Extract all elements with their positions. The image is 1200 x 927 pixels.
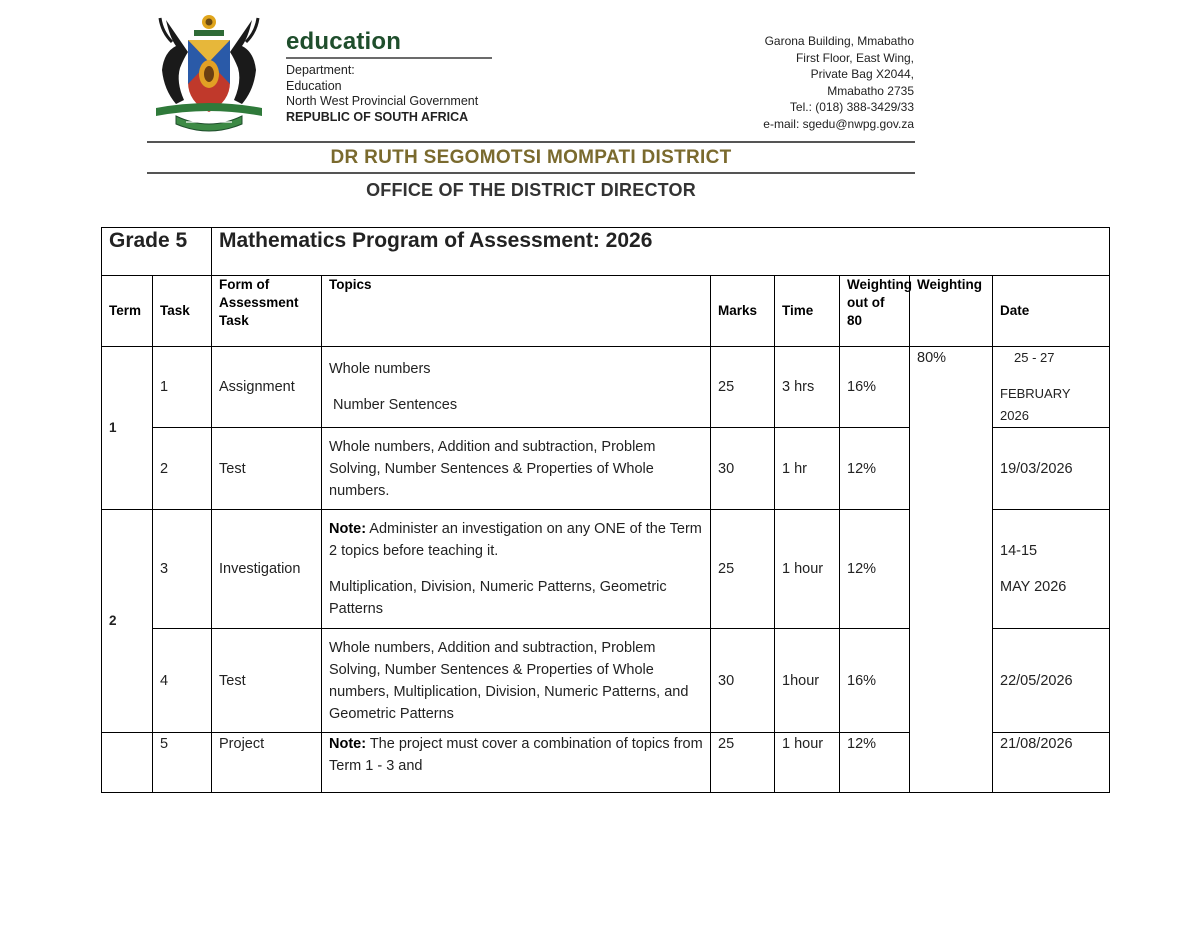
letterhead-rule-top	[147, 141, 915, 143]
header-time: Time	[775, 276, 840, 347]
department-line: North West Provincial Government	[286, 94, 479, 108]
note-label: Note:	[329, 521, 367, 537]
department-title: education	[286, 28, 402, 55]
task-time: 3 hrs	[775, 347, 840, 428]
header-weighting: Weighting	[910, 276, 993, 347]
task-number: 2	[153, 428, 212, 510]
note-label: Note:	[329, 736, 367, 752]
task-topics: Whole numbers, Addition and subtraction, Problem Solving, Number Sentences & Properties of Whole numbers.	[322, 428, 711, 510]
table-row	[102, 347, 1110, 428]
topic-line: Multiplication, Division, Numeric Patterns, Geometric Patterns	[329, 579, 667, 617]
task-form: Investigation	[212, 510, 322, 629]
task-weight: 16%	[840, 629, 910, 733]
header-term: Term	[102, 276, 153, 347]
task-date: 22/05/2026	[993, 629, 1110, 733]
task-form: Test	[212, 428, 322, 510]
office-name: OFFICE OF THE DISTRICT DIRECTOR	[366, 180, 696, 200]
department-divider	[286, 57, 492, 59]
address-line: First Floor, East Wing,	[795, 50, 914, 65]
header-task: Task	[153, 276, 212, 347]
task-weight: 12%	[840, 510, 910, 629]
header-weighting-80: Weighting out of 80	[840, 276, 910, 347]
task-marks: 25	[711, 733, 775, 793]
coat-of-arms-logo	[146, 12, 272, 134]
task-date	[993, 347, 1110, 428]
topic-note	[329, 518, 703, 562]
task-topics	[322, 510, 711, 629]
task-topics	[322, 733, 711, 793]
assessment-table	[101, 227, 1110, 793]
task-number: 4	[153, 629, 212, 733]
grade-label: Grade 5	[102, 228, 212, 276]
task-time: 1hour	[775, 629, 840, 733]
header-date: Date	[993, 276, 1110, 347]
topic-line: Number Sentences	[333, 397, 458, 413]
task-number: 1	[153, 347, 212, 428]
task-time: 1 hour	[775, 510, 840, 629]
department-line: Department:	[286, 63, 355, 77]
term-2-cell: 2	[102, 510, 153, 733]
date-line: MAY 2026	[1000, 579, 1067, 595]
header-form: Form of Assessment Task	[212, 276, 322, 347]
address-phone: Tel.: (018) 388-3429/33	[789, 100, 914, 114]
task-date: 19/03/2026	[993, 428, 1110, 510]
task-number: 5	[153, 733, 212, 793]
note-text: The project must cover a combination of topics from Term 1 - 3 and	[329, 736, 703, 774]
task-form: Assignment	[212, 347, 322, 428]
term-empty-cell	[102, 733, 153, 793]
address-line: Garona Building, Mmabatho	[764, 34, 914, 48]
task-marks: 25	[711, 347, 775, 428]
task-weight: 12%	[840, 428, 910, 510]
topic-line: Whole numbers	[329, 361, 431, 377]
letterhead-rule-bottom	[147, 172, 915, 174]
address-email: e-mail: sgedu@nwpg.gov.za	[763, 116, 914, 131]
department-block	[286, 28, 496, 125]
task-form: Project	[212, 733, 322, 793]
term-1-cell: 1	[102, 347, 153, 510]
date-line: 14-15	[1000, 543, 1038, 559]
header-topics: Topics	[322, 276, 711, 347]
task-date: 21/08/2026	[993, 733, 1110, 793]
task-time: 1 hour	[775, 733, 840, 793]
task-number: 3	[153, 510, 212, 629]
note-text: Administer an investigation on any ONE of the Term 2 topics before teaching it.	[329, 521, 702, 559]
task-weight: 12%	[840, 733, 910, 793]
department-country: REPUBLIC OF SOUTH AFRICA	[286, 109, 469, 124]
table-header-row	[102, 276, 1110, 347]
task-marks: 25	[711, 510, 775, 629]
task-date	[993, 510, 1110, 629]
district-name: DR RUTH SEGOMOTSI MOMPATI DISTRICT	[330, 147, 732, 168]
date-line: FEBRUARY 2026	[1000, 386, 1071, 423]
address-block	[763, 33, 914, 132]
department-line: Education	[286, 78, 342, 93]
task-form: Test	[212, 629, 322, 733]
table-title-row	[102, 228, 1110, 276]
weighting-total: 80%	[910, 347, 993, 793]
address-line: Private Bag X2044,	[810, 67, 914, 81]
task-marks: 30	[711, 629, 775, 733]
address-line: Mmabatho 2735	[827, 83, 914, 98]
task-time: 1 hr	[775, 428, 840, 510]
header-marks: Marks	[711, 276, 775, 347]
table-title: Mathematics Program of Assessment: 2026	[212, 228, 1110, 276]
task-topics: Whole numbers, Addition and subtraction, Problem Solving, Number Sentences & Properties of Whole numbers, Multiplication, Division, Numeric Patterns, and Geometric Patterns	[322, 629, 711, 733]
date-line: 25 - 27	[1014, 350, 1055, 365]
task-weight: 16%	[840, 347, 910, 428]
task-marks: 30	[711, 428, 775, 510]
task-topics	[322, 347, 711, 428]
